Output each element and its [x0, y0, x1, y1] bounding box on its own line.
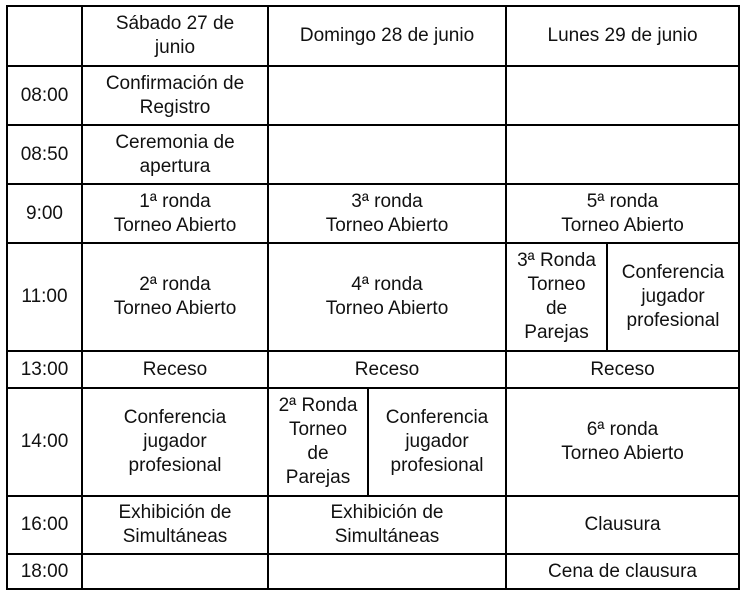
sunday-cell: Receso	[268, 351, 506, 388]
time-cell: 16:00	[7, 496, 82, 554]
sunday-cell-pairs-round: 2ª Ronda Torneo de Parejas	[268, 388, 368, 496]
time-cell: 14:00	[7, 388, 82, 496]
saturday-cell: Ceremonia de apertura	[82, 125, 268, 184]
monday-cell: Clausura	[506, 496, 739, 554]
time-cell: 08:00	[7, 66, 82, 125]
saturday-cell: Exhibición de Simultáneas	[82, 496, 268, 554]
saturday-cell: Conferencia jugador profesional	[82, 388, 268, 496]
sunday-header: Domingo 28 de junio	[268, 6, 506, 66]
schedule-table	[6, 5, 740, 590]
saturday-cell: Receso	[82, 351, 268, 388]
sunday-cell: 4ª ronda Torneo Abierto	[268, 243, 506, 351]
sunday-cell-conference: Conferencia jugador profesional	[368, 388, 506, 496]
sunday-cell: Exhibición de Simultáneas	[268, 496, 506, 554]
time-header-cell	[7, 6, 82, 66]
time-cell: 13:00	[7, 351, 82, 388]
header-row	[7, 6, 739, 66]
sunday-cell	[268, 554, 506, 589]
monday-cell-pairs-round: 3ª Ronda Torneo de Parejas	[506, 243, 607, 351]
table-row	[7, 66, 739, 125]
table-row	[7, 243, 739, 351]
table-row	[7, 388, 739, 496]
monday-cell: Cena de clausura	[506, 554, 739, 589]
saturday-cell: Confirmación de Registro	[82, 66, 268, 125]
saturday-cell: 2ª ronda Torneo Abierto	[82, 243, 268, 351]
monday-cell: Receso	[506, 351, 739, 388]
time-cell: 9:00	[7, 184, 82, 243]
saturday-header: Sábado 27 de junio	[82, 6, 268, 66]
table-row	[7, 351, 739, 388]
monday-cell	[506, 125, 739, 184]
time-cell: 11:00	[7, 243, 82, 351]
saturday-cell	[82, 554, 268, 589]
table-row	[7, 125, 739, 184]
monday-header: Lunes 29 de junio	[506, 6, 739, 66]
sunday-cell: 3ª ronda Torneo Abierto	[268, 184, 506, 243]
sunday-cell	[268, 66, 506, 125]
monday-cell: 5ª ronda Torneo Abierto	[506, 184, 739, 243]
time-cell: 18:00	[7, 554, 82, 589]
time-cell: 08:50	[7, 125, 82, 184]
sunday-cell	[268, 125, 506, 184]
monday-cell-conference: Conferencia jugador profesional	[607, 243, 739, 351]
saturday-cell: 1ª ronda Torneo Abierto	[82, 184, 268, 243]
monday-cell	[506, 66, 739, 125]
table-row	[7, 554, 739, 589]
monday-cell: 6ª ronda Torneo Abierto	[506, 388, 739, 496]
table-row	[7, 184, 739, 243]
table-row	[7, 496, 739, 554]
